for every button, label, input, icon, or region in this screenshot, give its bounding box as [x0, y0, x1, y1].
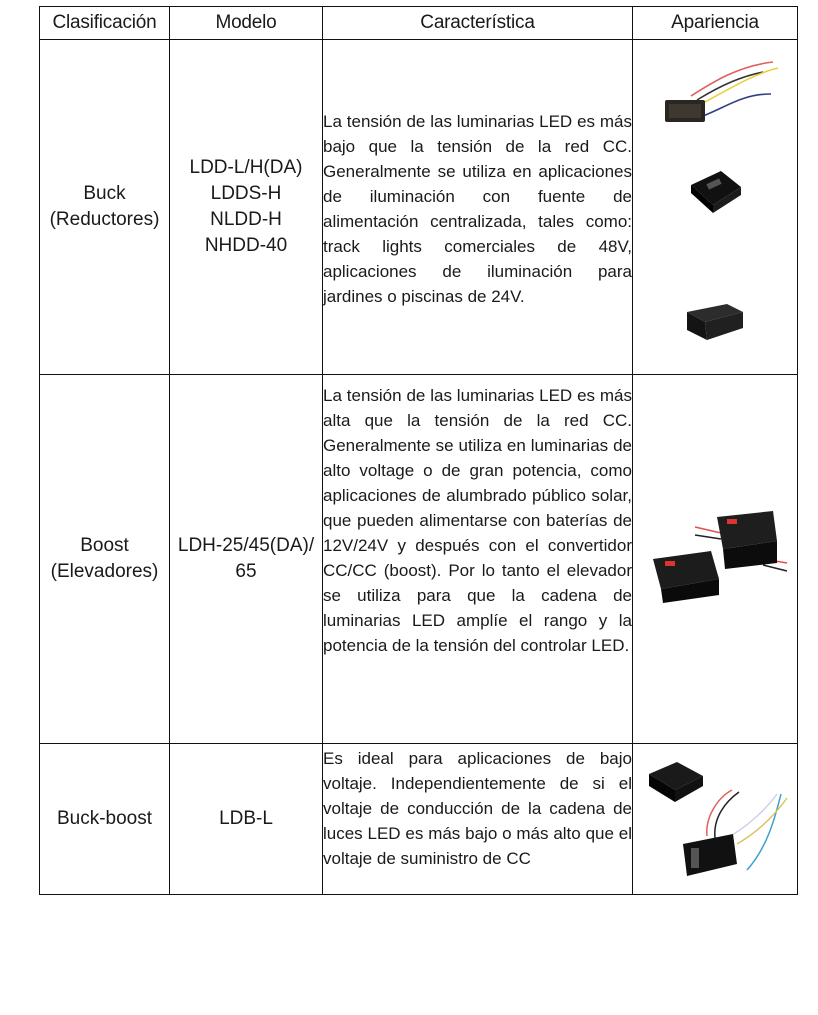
- model-name: NLDD-H: [210, 209, 282, 230]
- appearance-cell: [633, 744, 798, 895]
- header-model: Modelo: [170, 7, 323, 40]
- black-block-module-image: [683, 298, 747, 344]
- classification-cell: [40, 40, 170, 375]
- driver-classification-table: [39, 6, 798, 895]
- model-name: LDDS-H: [210, 183, 282, 204]
- black-module-image: [685, 165, 745, 215]
- header-appearance: Apariencia: [633, 7, 798, 40]
- table-row-boost: [40, 375, 798, 744]
- header-characteristic: Característica: [323, 7, 633, 40]
- header-classification: Clasificación: [40, 7, 170, 40]
- classification-subtitle: (Reductores): [49, 209, 160, 230]
- appearance-cell: [633, 375, 798, 744]
- table-row-buck: [40, 40, 798, 375]
- characteristic-text: La tensión de las luminarias LED es más alta que la tensión de la red CC. Generalmente se utiliza en luminarias de alto voltage o de gran potencia, como aplicaciones de alumbrado público solar, que pueden alimentarse con baterías de 12V/24V y después con el convertidor CC/CC (boost). Por lo tanto el elevador se utiliza para que la cadena de luminarias LED amplíe el rango y la potencia de la tensión del controlar LED.: [323, 386, 632, 655]
- model-name: NHDD-40: [204, 235, 288, 256]
- classification-name: Boost: [80, 535, 129, 556]
- module-with-wires-image: [677, 778, 797, 888]
- classification-subtitle: (Elevadores): [50, 561, 159, 582]
- model-cell: [170, 40, 323, 375]
- characteristic-text: Es ideal para aplicaciones de bajo voltaje. Independientemente de si el voltaje de conducción de la cadena de luces LED es más bajo o más alto que el voltaje de suministro de CC: [323, 749, 632, 868]
- header-row: [40, 7, 798, 40]
- classification-name: Buck: [83, 183, 126, 204]
- characteristic-cell: [323, 40, 633, 375]
- table-row-buck-boost: [40, 744, 798, 895]
- characteristic-text: La tensión de las luminarias LED es más bajo que la tensión de la red CC. Generalmente se utiliza en aplicaciones de iluminación con fuente de alimentación centralizada, tales como: track lights comerciales de 48V, aplicaciones de iluminación para jardines o piscinas de 24V.: [323, 112, 632, 306]
- model-cell: [170, 744, 323, 895]
- appearance-cell: [633, 40, 798, 375]
- model-name: 65: [235, 561, 257, 582]
- classification-cell: [40, 744, 170, 895]
- model-name: LDH-25/45(DA)/: [177, 535, 315, 556]
- model-name: LDD-L/H(DA): [189, 157, 303, 178]
- classification-cell: [40, 375, 170, 744]
- characteristic-cell: [323, 375, 633, 744]
- characteristic-cell: [323, 744, 633, 895]
- module-with-wires-image: [653, 54, 783, 124]
- two-modules-with-labels-image: [645, 503, 790, 603]
- model-cell: [170, 375, 323, 744]
- model-name: LDB-L: [219, 808, 273, 829]
- classification-name: Buck-boost: [56, 808, 153, 829]
